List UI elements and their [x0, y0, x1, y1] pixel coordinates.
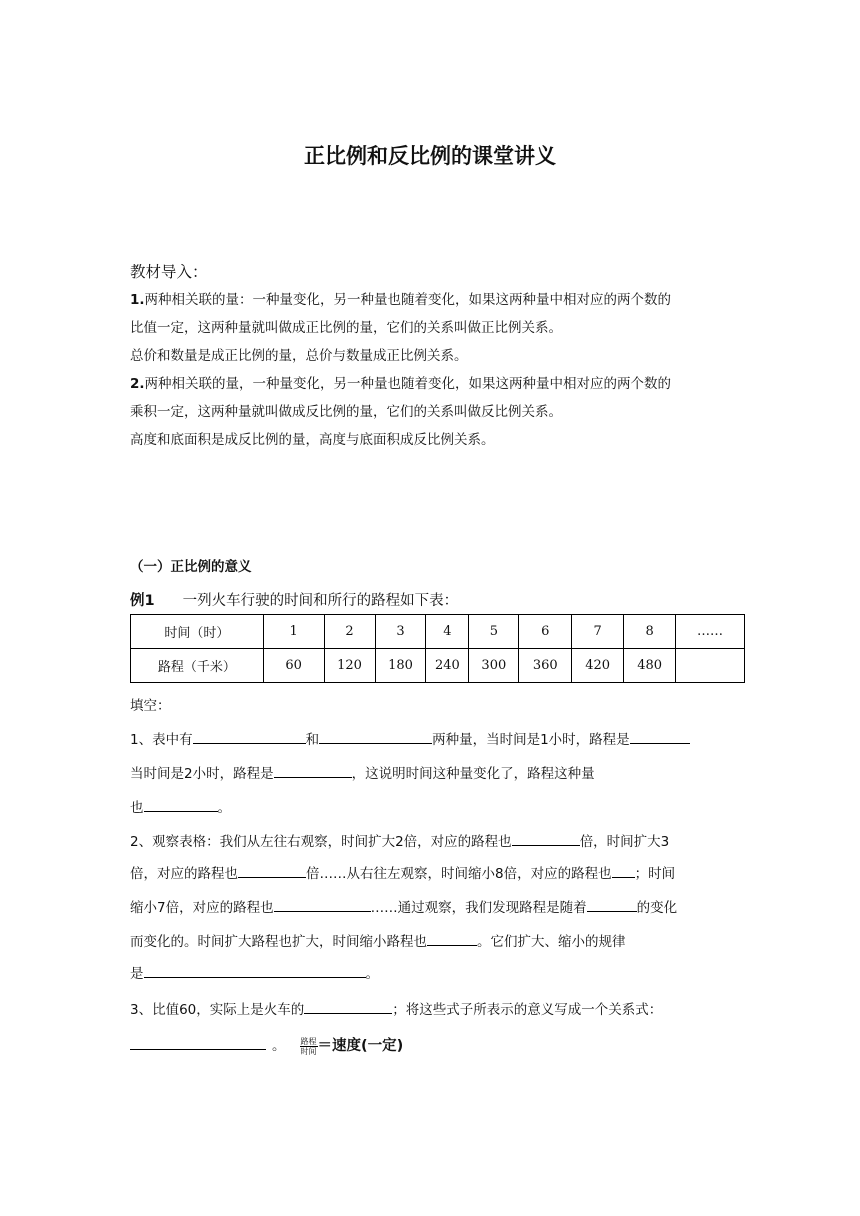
blank[interactable] — [587, 897, 637, 912]
question-text: 和 — [305, 732, 320, 748]
question-2-line-3 — [130, 896, 677, 916]
table-cell: 300 — [469, 649, 519, 683]
paragraph-text: 两种相关联的量：一种量变化，另一种量也随着变化，如果这两种量中相对应的两个数的 — [144, 292, 672, 308]
question-text: 缩小7倍，对应的路程也 — [130, 900, 274, 916]
question-text: 倍，对应的路程也 — [130, 866, 238, 882]
blank[interactable] — [612, 863, 635, 878]
blank[interactable] — [304, 999, 392, 1014]
table-row — [131, 649, 745, 683]
table-row — [131, 615, 745, 649]
question-2-line-2 — [130, 862, 675, 882]
table-cell: 240 — [426, 649, 469, 683]
table-cell: 360 — [519, 649, 572, 683]
question-text: 2、观察表格：我们从左往右观察，时间扩大2倍，对应的路程也 — [130, 834, 512, 850]
blank[interactable] — [427, 931, 477, 946]
question-text: 。 — [217, 800, 231, 816]
question-2-line-5 — [130, 962, 379, 982]
question-1-line-1 — [130, 728, 690, 748]
table-cell: 60 — [263, 649, 324, 683]
blank[interactable] — [319, 729, 432, 744]
table-cell: 480 — [624, 649, 676, 683]
question-text: 而变化的。时间扩大路程也扩大，时间缩小路程也 — [130, 934, 427, 950]
question-1-line-3 — [130, 796, 231, 816]
paragraph-number: 2. — [130, 376, 145, 392]
fraction-denominator: 时间 — [300, 1046, 317, 1056]
section-heading: （一）正比例的意义 — [130, 559, 252, 575]
table-cell: 120 — [324, 649, 375, 683]
question-3-line-1 — [130, 998, 662, 1018]
question-text: ；时间 — [634, 866, 676, 882]
question-text: ……通过观察，我们发现路程是随着 — [370, 900, 587, 916]
table-cell: …… — [676, 615, 745, 649]
blank[interactable] — [130, 1035, 266, 1050]
paragraph-number: 1. — [130, 292, 145, 308]
fraction-numerator: 路程 — [300, 1036, 317, 1046]
question-text: 3、比值60，实际上是火车的 — [130, 1002, 305, 1018]
question-text: 1、表中有 — [130, 732, 193, 748]
intro-paragraph-2-example: 高度和底面积是成反比例的量，高度与底面积成反比例关系。 — [130, 432, 495, 448]
question-2-line-1 — [130, 830, 669, 850]
row-header: 路程（千米） — [131, 649, 264, 683]
table-cell: 1 — [263, 615, 324, 649]
question-text: 的变化 — [636, 900, 678, 916]
question-text: 。 — [272, 1038, 286, 1054]
row-header: 时间（时） — [131, 615, 264, 649]
table-cell: 8 — [624, 615, 676, 649]
question-text: 是 — [130, 966, 144, 982]
table-cell: 3 — [375, 615, 426, 649]
blank[interactable] — [193, 729, 306, 744]
example-label: 例1 — [130, 593, 155, 609]
question-text: 两种量，当时间是1小时，路程是 — [432, 732, 630, 748]
fraction — [300, 1037, 318, 1056]
table-cell: 4 — [426, 615, 469, 649]
question-text: 。 — [365, 966, 379, 982]
question-text: 。它们扩大、缩小的规律 — [477, 934, 626, 950]
question-text: 倍……从右往左观察，时间缩小8倍，对应的路程也 — [306, 866, 612, 882]
question-3-line-2 — [130, 1034, 403, 1056]
page-title: 正比例和反比例的课堂讲义 — [304, 144, 556, 168]
example-line — [130, 589, 458, 610]
question-2-line-4 — [130, 930, 626, 950]
intro-paragraph-2-line-1 — [130, 372, 671, 392]
example-text: 一列火车行驶的时间和所行的路程如下表： — [182, 593, 459, 609]
intro-paragraph-1-example: 总价和数量是成正比例的量，总价与数量成正比例关系。 — [130, 348, 468, 364]
question-text: 也 — [130, 800, 144, 816]
blank[interactable] — [274, 897, 371, 912]
table-cell: 6 — [519, 615, 572, 649]
intro-paragraph-2-line-2: 乘积一定，这两种量就叫做成反比例的量，它们的关系叫做反比例关系。 — [130, 404, 562, 420]
intro-heading: 教材导入： — [130, 263, 208, 281]
question-text: 倍，时间扩大3 — [579, 834, 670, 850]
paragraph-text: 两种相关联的量，一种量变化，另一种量也随着变化，如果这两种量中相对应的两个数的 — [144, 376, 672, 392]
table-cell: 180 — [375, 649, 426, 683]
blank[interactable] — [238, 863, 306, 878]
table-cell: 7 — [572, 615, 624, 649]
intro-paragraph-1-line-1 — [130, 288, 671, 308]
question-1-line-2 — [130, 762, 595, 782]
table-cell: 5 — [469, 615, 519, 649]
question-text: ；将这些式子所表示的意义写成一个关系式： — [392, 1002, 663, 1018]
table-cell: 420 — [572, 649, 624, 683]
question-text: 当时间是2小时，路程是 — [130, 766, 274, 782]
blank[interactable] — [144, 797, 218, 812]
formula: ＝速度(一定) — [317, 1038, 404, 1054]
blank[interactable] — [144, 963, 366, 978]
blank[interactable] — [630, 729, 690, 744]
table-cell: 2 — [324, 615, 375, 649]
fill-heading: 填空： — [130, 698, 171, 714]
intro-paragraph-1-line-2: 比值一定，这两种量就叫做成正比例的量，它们的关系叫做正比例关系。 — [130, 320, 562, 336]
table-cell — [676, 649, 745, 683]
time-distance-table — [130, 614, 745, 683]
question-text: ，这说明时间这种量变化了，路程这种量 — [351, 766, 595, 782]
blank[interactable] — [512, 831, 580, 846]
blank[interactable] — [274, 763, 352, 778]
